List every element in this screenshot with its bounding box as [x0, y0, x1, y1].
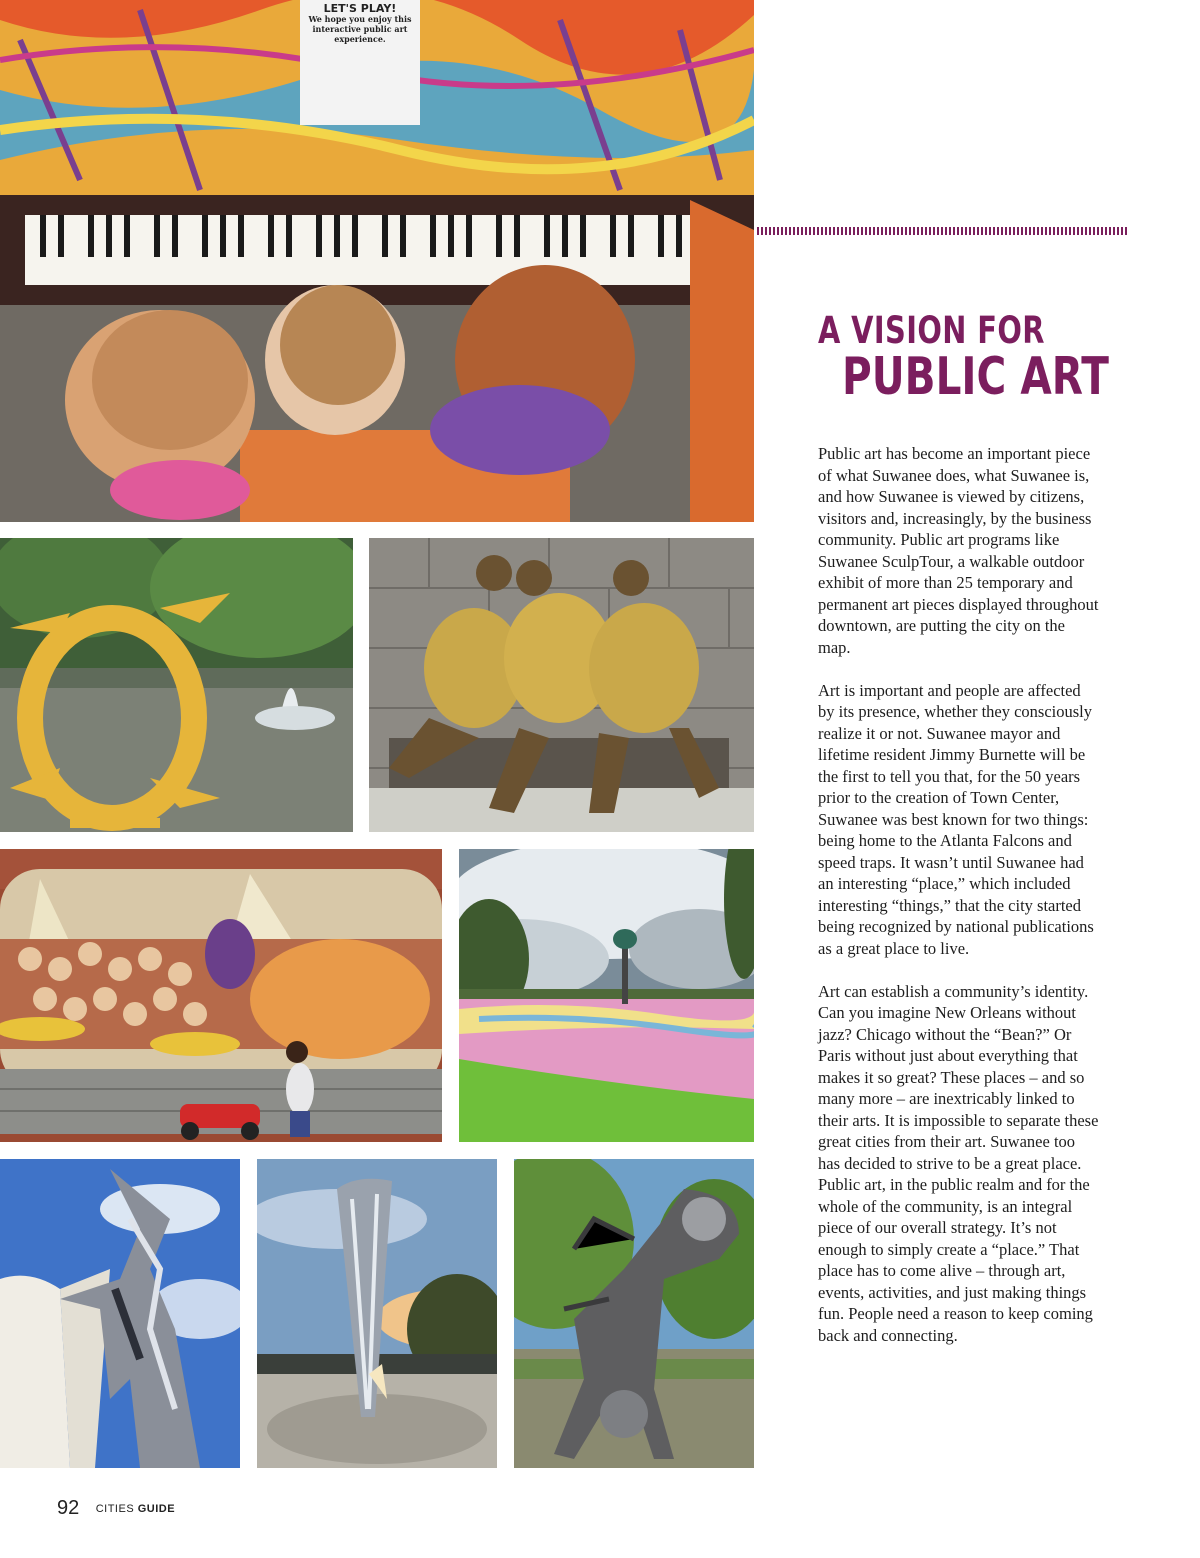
photo-ring-sculpture — [0, 538, 353, 832]
photo-bronze-women — [369, 538, 754, 832]
publication-name-bold: GUIDE — [137, 1502, 176, 1515]
page-number: 92 — [57, 1497, 80, 1519]
page-footer — [57, 1497, 175, 1520]
photo-painted-piano — [0, 0, 754, 522]
paragraph: Art can establish a community’s identity. Can you imagine New Orleans without jazz? Chicago without the “Bean?” Or Paris without just about everything that makes it so great? These places – and so many more – are inextricably linked to their arts. It is impossible to separate these great cities from their art. Suwanee too has decided to strive to be a great place. Public art, in the public realm and for the whole of the community, is an integral piece of our overall strategy. It’s not enough to simply create a “place.” That place has to come alive – through art, events, activities, and just making things fun. People need a reason to keep coming back and connecting. — [818, 981, 1099, 1345]
article-title — [818, 309, 1184, 407]
publication-name — [96, 1503, 175, 1515]
piano-sign-heading: LET'S PLAY! — [323, 2, 397, 15]
paragraph: Art is important and people are affected by its presence, whether they consciously realize it or not. Suwanee mayor and lifetime resident Jimmy Burnette will be the first to tell you that, for the 50 years prior to the creation of Town Center, Suwanee was best known for two things: being home to the Atlanta Falcons and speed traps. It wasn’t until Suwanee had an interesting “place,” which included interesting “things,” that the city started being recognized by national publications as a great place to live. — [818, 680, 1094, 958]
title-line-2: PUBLIC ART — [842, 347, 1109, 407]
article-body — [818, 443, 1100, 1368]
paragraph: Public art has become an important piece of what Suwanee does, what Suwanee is, and how Suwanee is viewed by citizens, visitors and, increasingly, by the business community. Public art programs like Suwanee SculpTour, a walkable outdoor exhibit of more than 25 temporary and permanent art pieces displayed throughout downtown, are putting the city on the map. — [818, 444, 1099, 657]
decorative-rule — [757, 227, 1129, 235]
photo-chrome-dancer — [0, 1159, 240, 1468]
photo-concert-mural — [0, 849, 442, 1142]
photo-painted-plaza — [459, 849, 754, 1142]
photo-steel-cone — [257, 1159, 497, 1468]
publication-name-light: CITIES — [95, 1502, 135, 1515]
title-line-1: A VISION FOR — [818, 309, 1045, 352]
piano-sign-text: We hope you enjoy this interactive public art experience. — [308, 14, 412, 44]
photo-metal-horse — [514, 1159, 754, 1468]
